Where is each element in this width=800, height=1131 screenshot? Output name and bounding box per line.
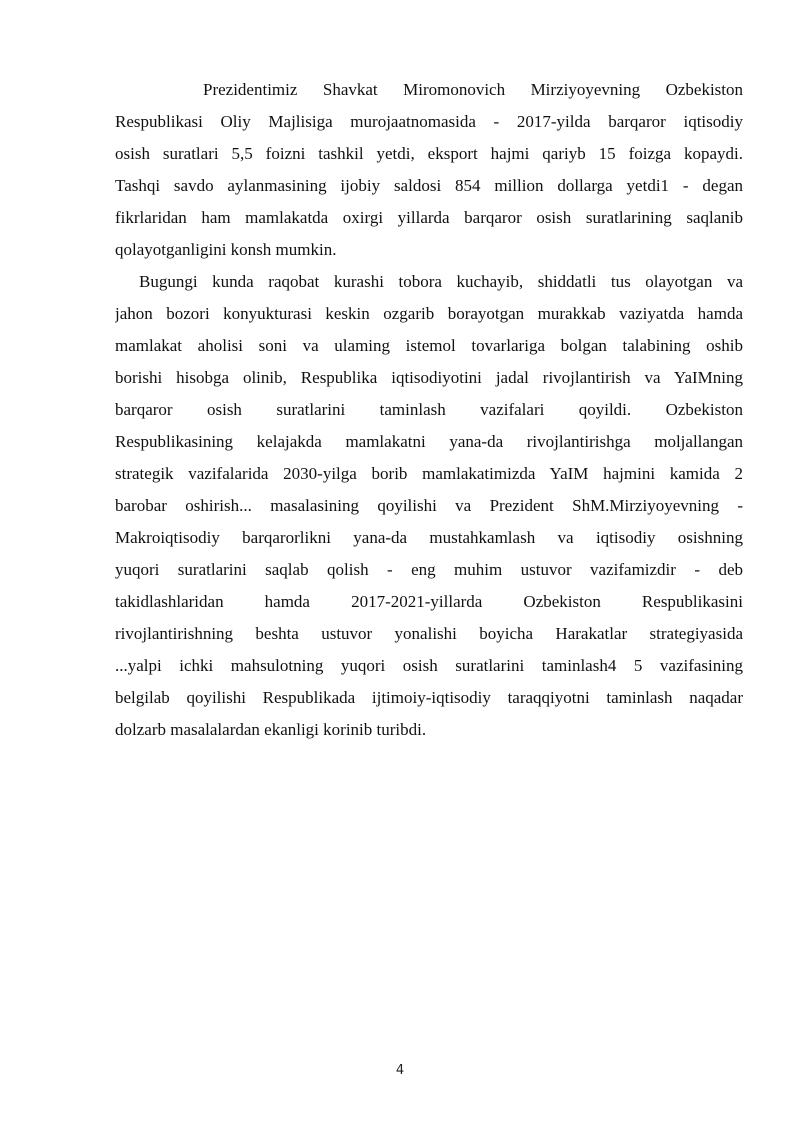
- text-line: borishi hisobga olinib, Respublika iqtisodiyotini jadal rivojlantirish va YaIMning: [115, 368, 743, 387]
- text-line: strategik vazifalarida 2030-yilga borib mamlakatimizda YaIM hajmini kamida 2: [115, 464, 743, 483]
- text-line: belgilab qoyilishi Respublikada ijtimoiy-iqtisodiy taraqqiyotni taminlash naqadar: [115, 688, 743, 707]
- text-line: ...yalpi ichki mahsulotning yuqori osish suratlarini taminlash4 5 vazifasining: [115, 656, 743, 675]
- paragraph-1: [115, 74, 743, 266]
- text-line: mamlakat aholisi soni va ulaming istemol tovarlariga bolgan talabining oshib: [115, 336, 743, 355]
- text-line: Respublikasining kelajakda mamlakatni yana-da rivojlantirishga moljallangan: [115, 432, 743, 451]
- text-line: Respublikasi Oliy Majlisiga murojaatnomasida - 2017-yilda barqaror iqtisodiy: [115, 112, 743, 131]
- text-line: barobar oshirish... masalasining qoyilishi va Prezident ShM.Mirziyoyevning -: [115, 496, 743, 515]
- text-line: osish suratlari 5,5 foizni tashkil yetdi, eksport hajmi qariyb 15 foizga kopaydi.: [115, 144, 743, 163]
- paragraph-2: [115, 266, 743, 746]
- page-number: 4: [395, 1063, 405, 1078]
- text-line: barqaror osish suratlarini taminlash vazifalari qoyildi. Ozbekiston: [115, 400, 743, 419]
- text-line: Bugungi kunda raqobat kurashi tobora kuchayib, shiddatli tus olayotgan va: [139, 272, 743, 291]
- text-line: Makroiqtisodiy barqarorlikni yana-da mustahkamlash va iqtisodiy osishning: [115, 528, 743, 547]
- body-text: [115, 74, 743, 746]
- text-line: Tashqi savdo aylanmasining ijobiy saldosi 854 million dollarga yetdi1 - degan: [115, 176, 743, 195]
- text-line: rivojlantirishning beshta ustuvor yonalishi boyicha Harakatlar strategiyasida: [115, 624, 743, 643]
- text-line: Prezidentimiz Shavkat Miromonovich Mirziyoyevning Ozbekiston: [203, 80, 743, 99]
- text-line: qolayotganligini konsh mumkin.: [115, 240, 337, 259]
- text-line: yuqori suratlarini saqlab qolish - eng muhim ustuvor vazifamizdir - deb: [115, 560, 743, 579]
- text-line: fikrlaridan ham mamlakatda oxirgi yillarda barqaror osish suratlarining saqlanib: [115, 208, 743, 227]
- text-line: jahon bozori konyukturasi keskin ozgarib borayotgan murakkab vaziyatda hamda: [115, 304, 743, 323]
- text-line: takidlashlaridan hamda 2017-2021-yillarda Ozbekiston Respublikasini: [115, 592, 743, 611]
- text-line: dolzarb masalalardan ekanligi korinib turibdi.: [115, 720, 427, 739]
